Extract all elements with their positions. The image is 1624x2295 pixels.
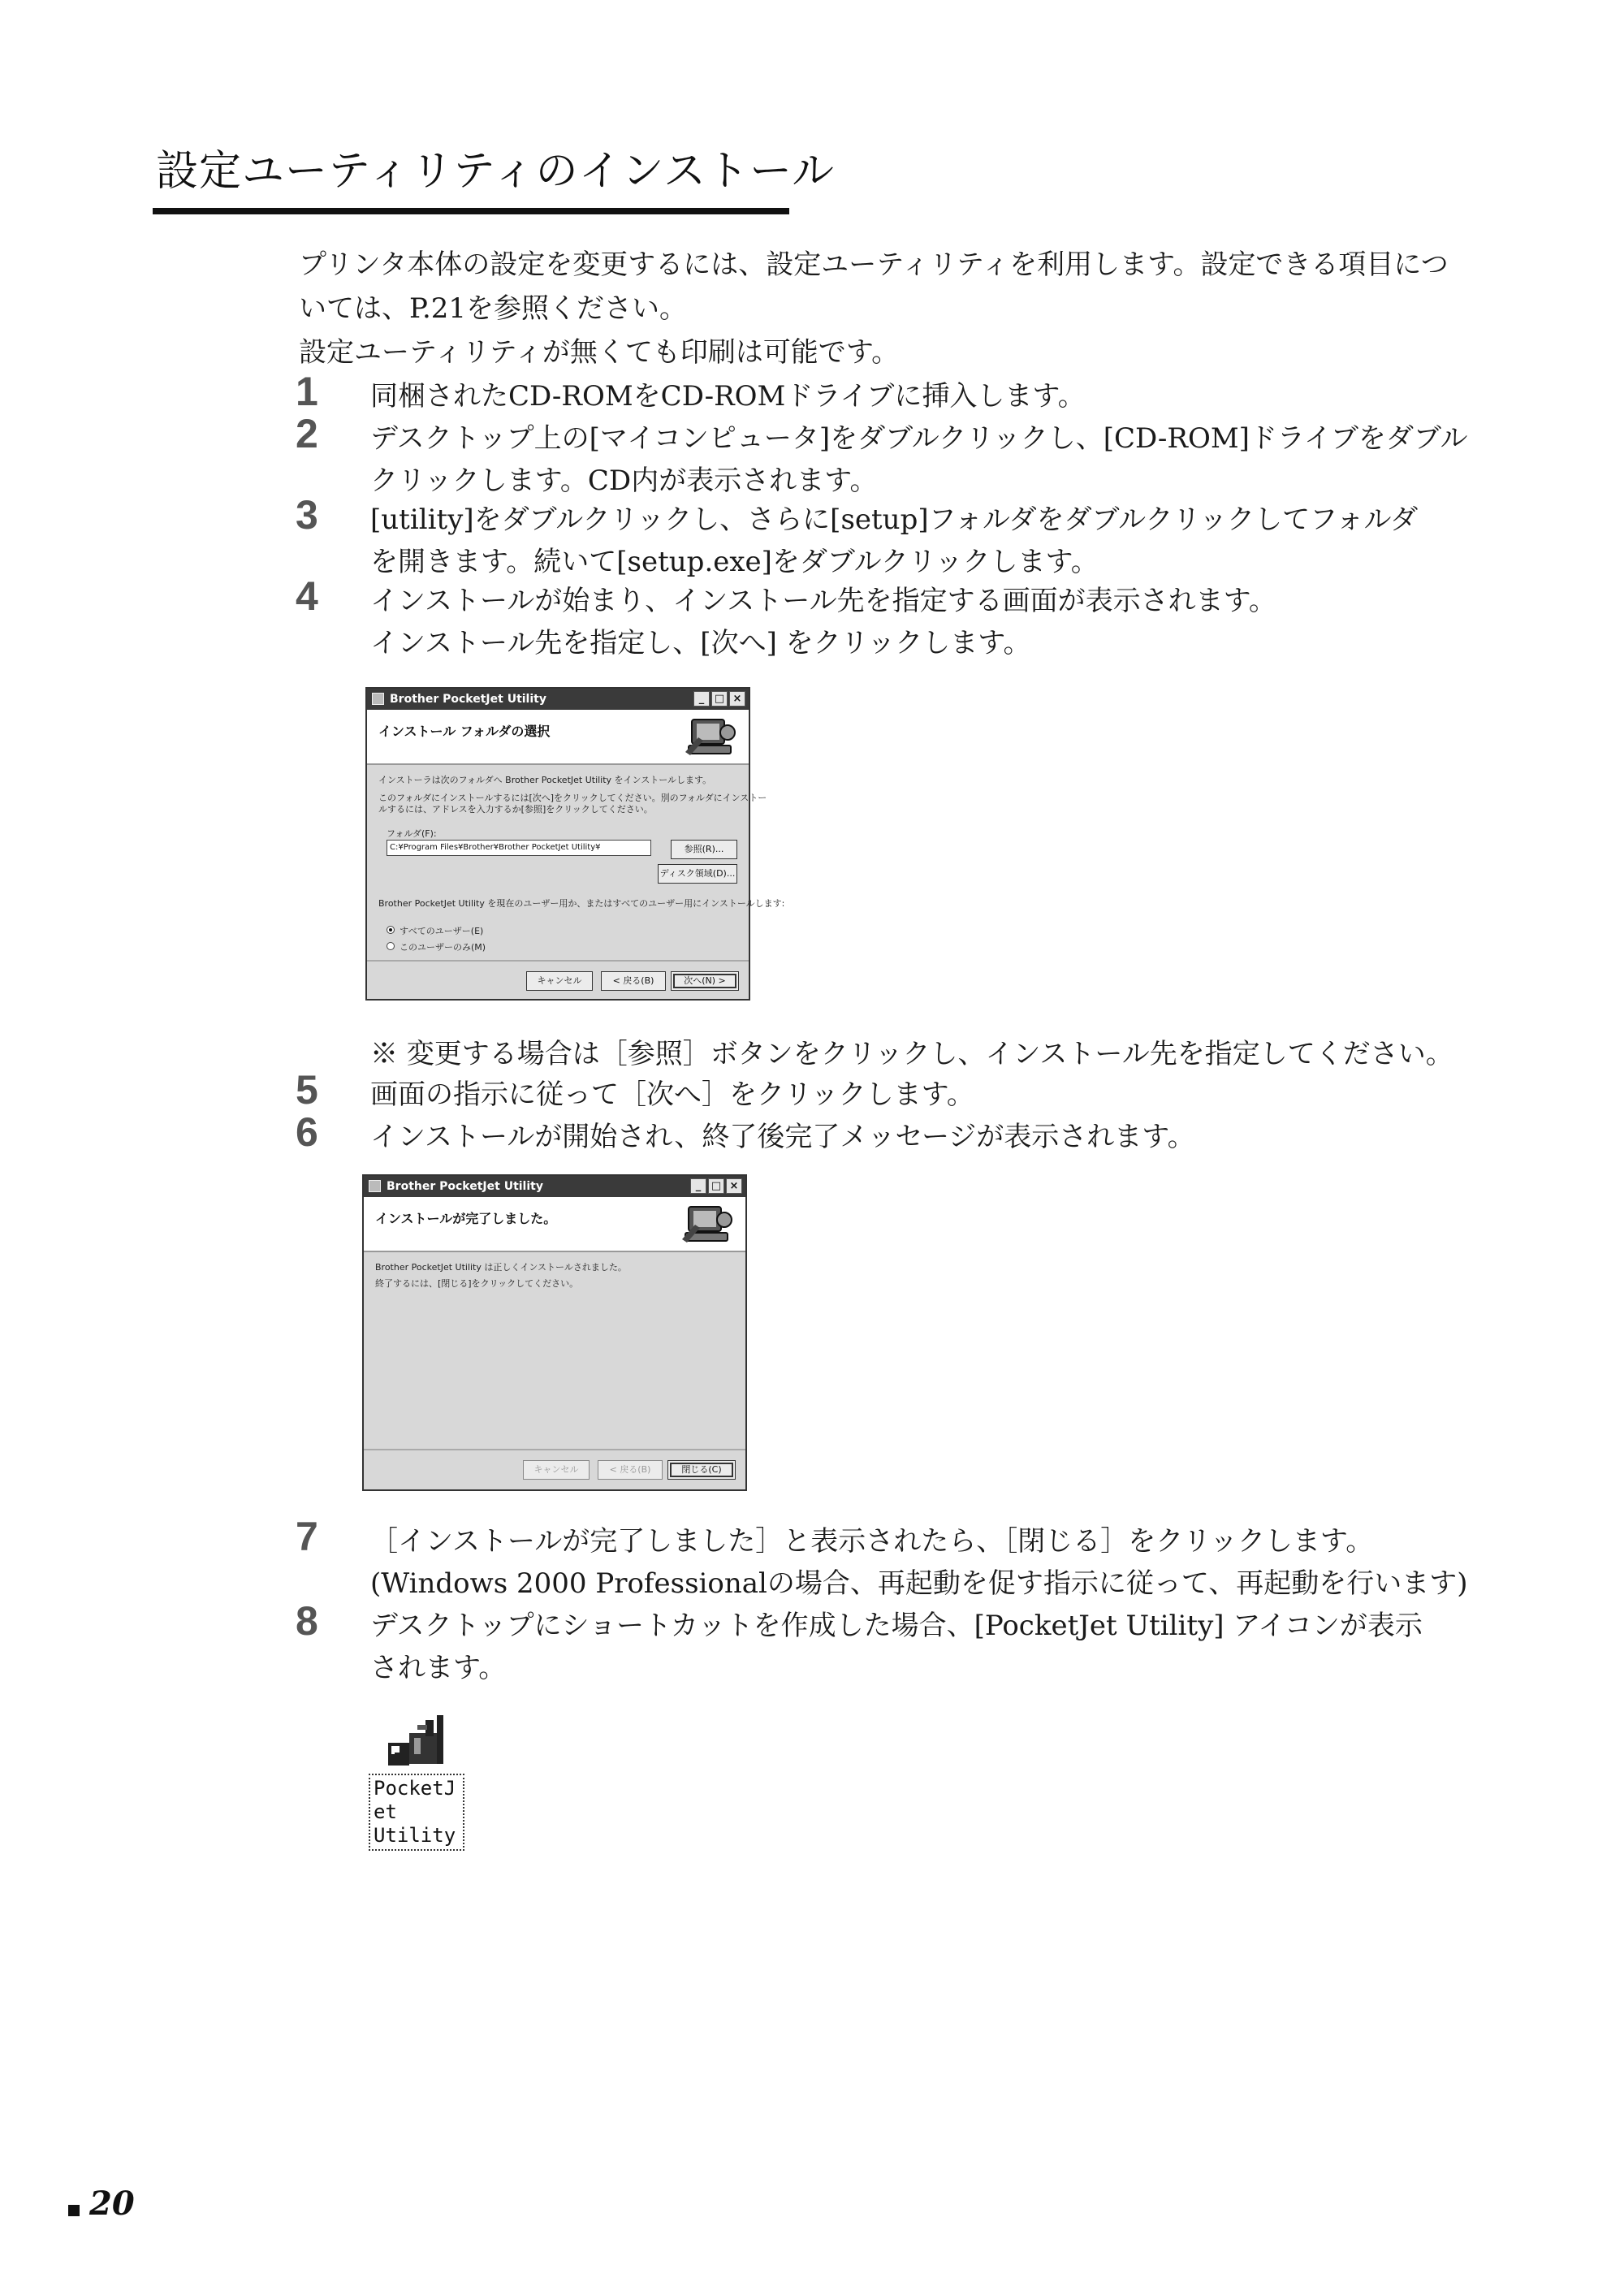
step-text: インストールが開始され、終了後完了メッセージが表示されます。 (370, 1121, 1195, 1153)
pocketjet-utility-desktop-icon[interactable] (367, 1712, 469, 1769)
folder-label: フォルダ(F): (387, 828, 437, 839)
close-icon[interactable]: × (726, 1178, 742, 1194)
step-text: デスクトップにショートカットを作成した場合、[PocketJet Utility] アイコンが表示 (370, 1610, 1423, 1642)
folder-path-field[interactable]: C:¥Program Files¥Brother¥Brother PocketJet Utility¥ (387, 840, 651, 856)
dialog-text: ルするには、アドレスを入力するか[参照]をクリックしてください。 (378, 804, 653, 815)
dialog-header-title: インストールが完了しました。 (375, 1211, 557, 1226)
radio-label: このユーザーのみ(M) (400, 942, 486, 953)
step-number: 8 (296, 1598, 318, 1644)
step-text: インストール先を指定し、[次へ] をクリックします。 (370, 627, 1031, 659)
dialog-titlebar (364, 1176, 745, 1197)
step-number: 1 (296, 369, 318, 414)
step-number: 4 (296, 573, 318, 619)
dialog-footer-rule (367, 960, 749, 962)
desktop-icon-label-line: et Utility (374, 1800, 456, 1847)
dialog-title: Brother PocketJet Utility (390, 693, 546, 706)
step-number: 5 (296, 1067, 318, 1113)
cancel-button[interactable]: キャンセル (526, 971, 593, 991)
intro-line-1: プリンタ本体の設定を変更するには、設定ユーティリティを利用します。設定できる項目につ (299, 249, 1449, 281)
minimize-icon[interactable]: _ (693, 691, 710, 707)
disk-cost-button[interactable]: ディスク領域(D)... (658, 864, 737, 884)
close-icon[interactable]: × (729, 691, 745, 707)
dialog-text: このフォルダにインストールするには[次へ]をクリックしてください。別のフォルダにインストー (378, 793, 767, 803)
intro-line-3: 設定ユーティリティが無くても印刷は可能です。 (299, 336, 900, 369)
page-number: 20 (89, 2185, 135, 2223)
install-folder-dialog (365, 687, 785, 1001)
step-text: インストールが始まり、インストール先を指定する画面が表示されます。 (370, 585, 1276, 617)
dialog-text: 終了するには、[閉じる]をクリックしてください。 (375, 1278, 579, 1289)
dialog-header (364, 1197, 745, 1252)
step-text: デスクトップ上の[マイコンピュータ]をダブルクリックし、[CD-ROM]ドライブをダブル (370, 422, 1468, 455)
dialog-text: Brother PocketJet Utility を現在のユーザー用か、またはすべてのユーザー用にインストールします: (378, 898, 785, 909)
step-text: 画面の指示に従って［次へ］をクリックします。 (370, 1078, 974, 1111)
page-number-marker (68, 2205, 80, 2216)
dialog-header (367, 710, 749, 765)
maximize-icon[interactable]: □ (711, 691, 728, 707)
browse-button[interactable]: 参照(R)... (671, 840, 737, 859)
note-text: ※ 変更する場合は［参照］ボタンをクリックし、インストール先を指定してください。 (370, 1038, 1453, 1070)
radio-label: すべてのユーザー(E) (400, 926, 484, 936)
step-number: 6 (296, 1109, 318, 1155)
app-icon (372, 693, 384, 705)
step-text: されます。 (370, 1652, 507, 1684)
step-number: 7 (296, 1514, 318, 1559)
next-button[interactable]: 次へ(N) > (671, 971, 739, 991)
radio-all-users[interactable] (387, 926, 395, 934)
step-number: 3 (296, 492, 318, 538)
step-text: (Windows 2000 Professionalの場合、再起動を促す指示に従って、再起動を行います) (370, 1567, 1468, 1600)
app-icon (369, 1180, 381, 1192)
page-title: 設定ユーティリティのインストール (156, 147, 836, 196)
step-text: ［インストールが完了しました］と表示されたら、［閉じる］をクリックします。 (370, 1525, 1374, 1558)
dialog-text: Brother PocketJet Utility は正しくインストールされました。 (375, 1262, 627, 1273)
step-text: 同梱されたCD-ROMをCD-ROMドライブに挿入します。 (370, 380, 1086, 413)
dialog-title: Brother PocketJet Utility (387, 1180, 543, 1193)
step-text: クリックします。CD内が表示されます。 (370, 465, 878, 497)
minimize-icon[interactable]: _ (690, 1178, 706, 1194)
back-button[interactable]: < 戻る(B) (598, 1460, 663, 1480)
step-number: 2 (296, 411, 318, 456)
dialog-titlebar (367, 689, 749, 710)
maximize-icon[interactable]: □ (708, 1178, 724, 1194)
dialog-text: インストーラは次のフォルダへ Brother PocketJet Utility をインストールします。 (378, 775, 712, 785)
step-text: を開きます。続いて[setup.exe]をダブルクリックします。 (370, 546, 1099, 578)
intro-line-2: いては、P.21を参照ください。 (299, 292, 688, 325)
back-button[interactable]: < 戻る(B) (601, 971, 666, 991)
dialog-footer-rule (364, 1449, 745, 1450)
installer-computer-icon (682, 716, 741, 759)
cancel-button[interactable]: キャンセル (523, 1460, 590, 1480)
desktop-icon-label[interactable] (369, 1774, 464, 1851)
desktop-icon-label-line: PocketJ (374, 1777, 456, 1800)
install-complete-dialog (362, 1174, 747, 1491)
dialog-header-title: インストール フォルダの選択 (378, 724, 551, 739)
radio-this-user[interactable] (387, 942, 395, 950)
step-text: [utility]をダブルクリックし、さらに[setup]フォルダをダブルクリックしてフォルダ (370, 504, 1419, 536)
title-underline (153, 208, 789, 214)
close-button[interactable]: 閉じる(C) (667, 1460, 736, 1480)
installer-computer-icon (679, 1204, 737, 1246)
